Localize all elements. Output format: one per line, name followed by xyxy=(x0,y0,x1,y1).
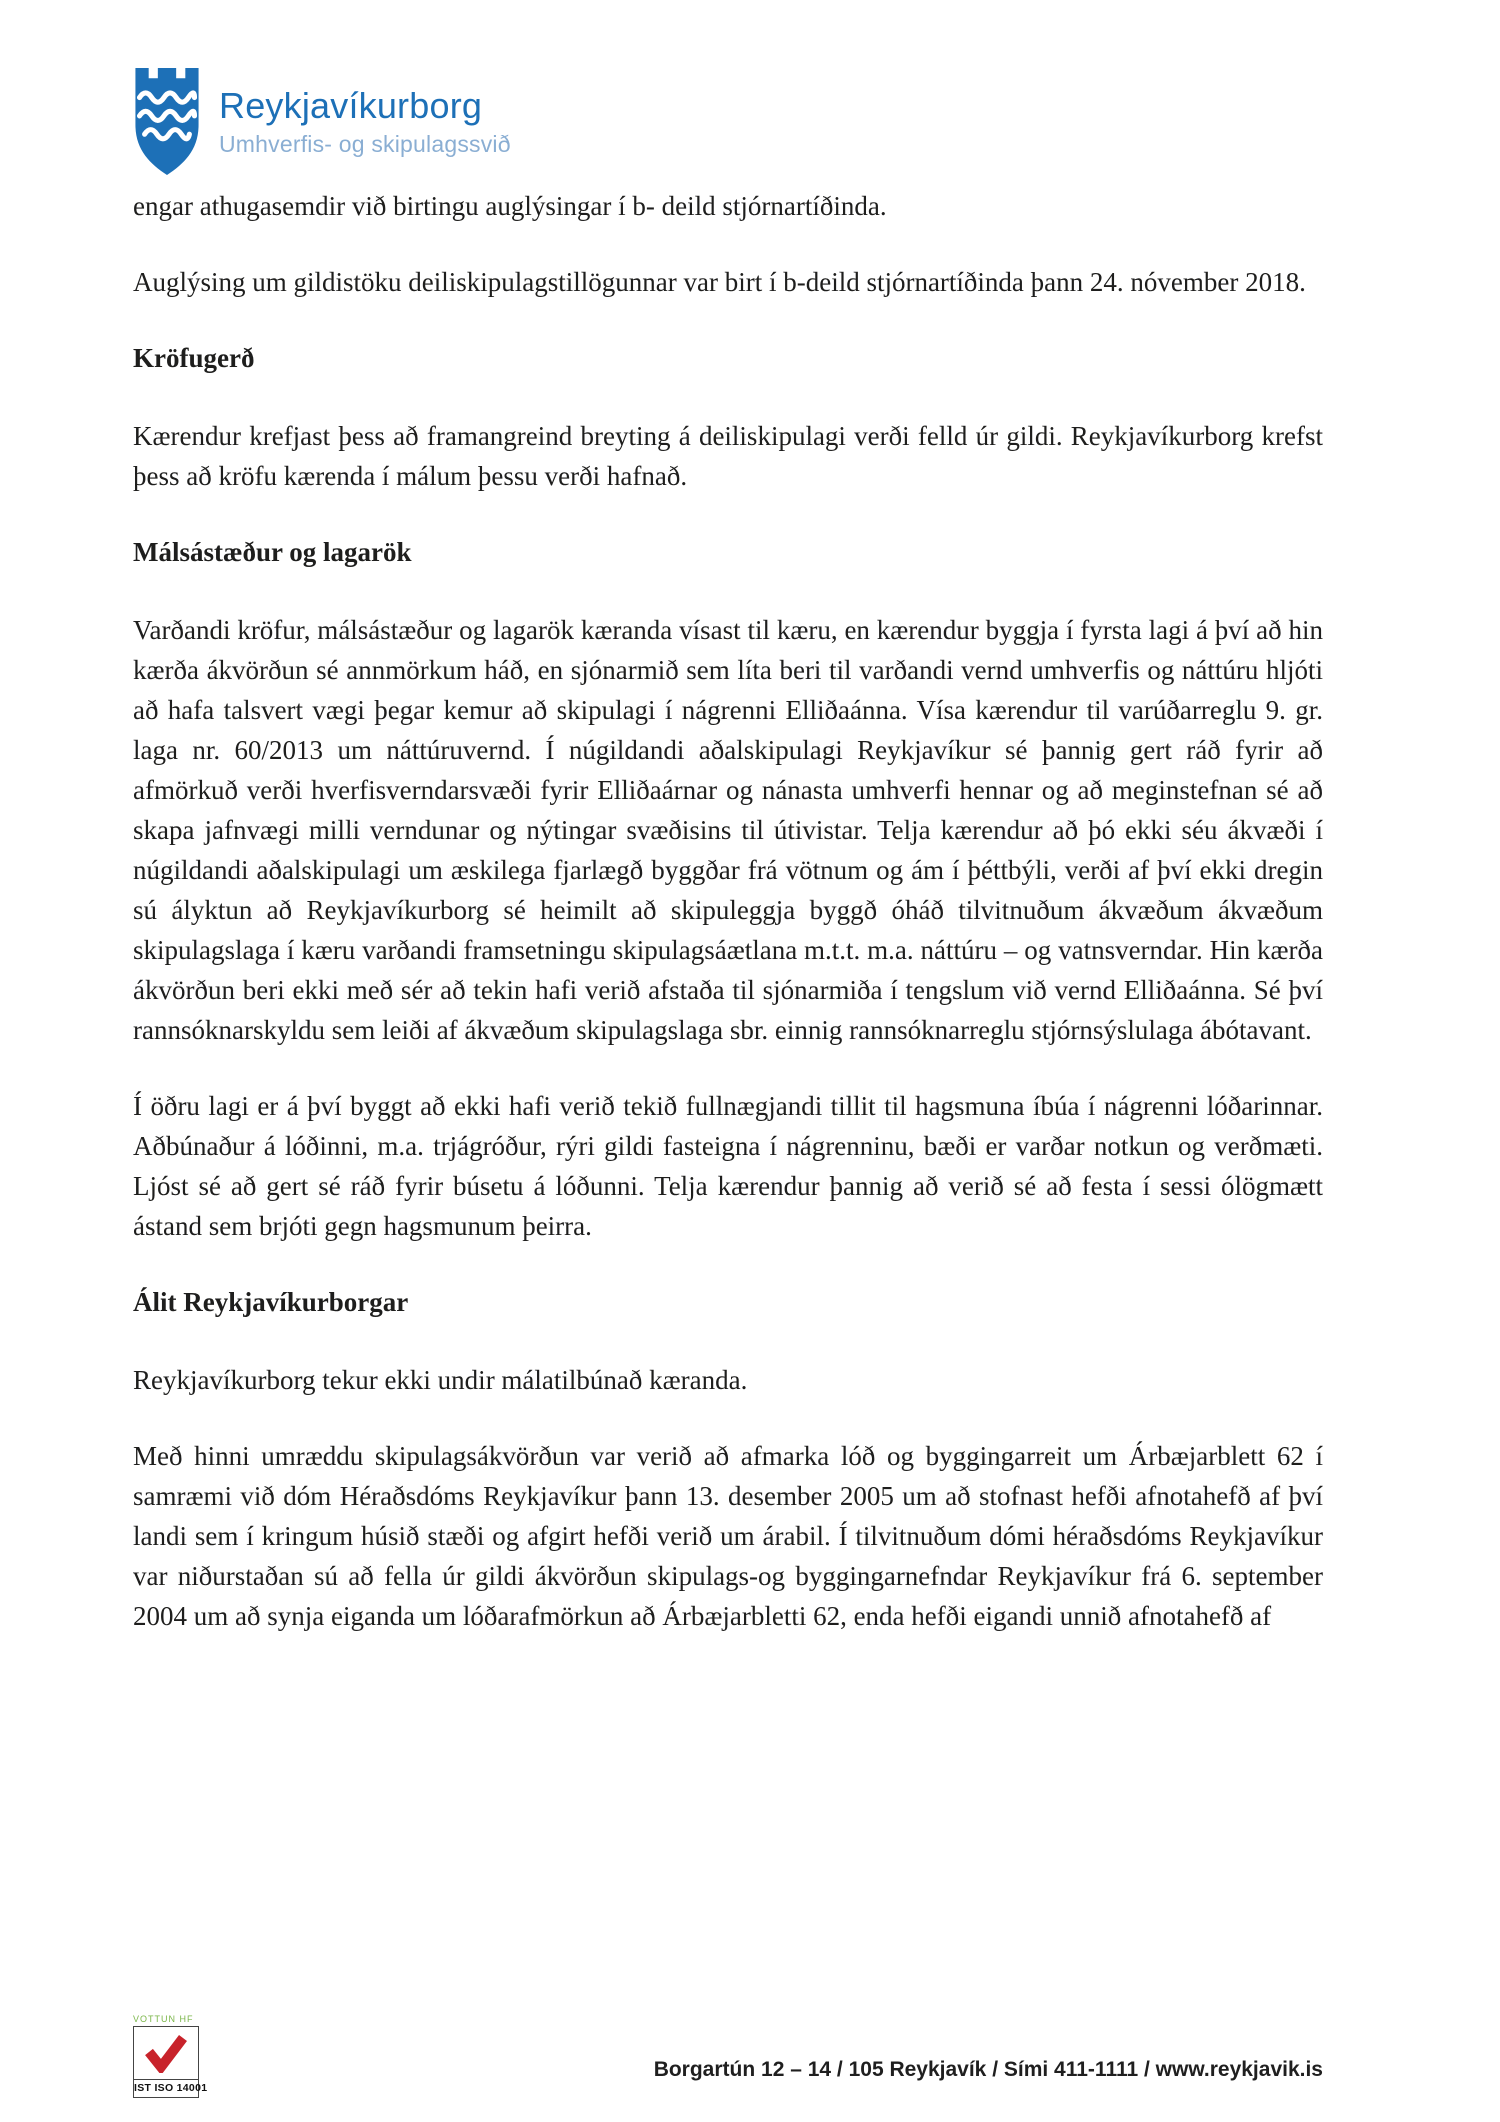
iso-14001-label: IST ISO 14001 xyxy=(134,2079,198,2097)
section-heading-krofugerd: Kröfugerð xyxy=(133,343,255,373)
reykjavik-coat-of-arms-icon xyxy=(133,66,201,178)
section-heading-alit: Álit Reykjavíkurborgar xyxy=(133,1287,409,1317)
publication-paragraph: Auglýsing um gildistöku deiliskipulagstillögunnar var birt í b-deild stjórnartíðinda þann 24. nóvember 2018. xyxy=(133,267,1306,297)
section-heading-malsastaedur: Málsástæður og lagarök xyxy=(133,537,412,567)
letterhead xyxy=(133,66,511,178)
alit-paragraph-2: Með hinni umræddu skipulagsákvörðun var verið að afmarka lóð og byggingarreit um Árbæjarblett 62 í samræmi við dóm Héraðsdóms Reykjavíkur þann 13. desember 2005 um að stofnast hefði afnotahefð af því landi sem í kringum húsið stæði og afgirt hefði verið um árabil. Í tilvitnuðum dómi héraðsdóms Reykjavíkur var niðurstaðan sú að fella úr gildi ákvörðun skipulags-og byggingarnefndar Reykjavíkur frá 6. september 2004 um að synja eiganda um lóðarafmörkun að Árbæjarbletti 62, enda hefði eigandi unnið afnotahefð af xyxy=(133,1441,1323,1631)
iso-certification-mark xyxy=(133,2014,208,2098)
malsastaedur-paragraph-2: Í öðru lagi er á því byggt að ekki hafi verið tekið fullnægjandi tillit til hagsmuna íbúa í nágrenni lóðarinnar. Aðbúnaður á lóðinni, m.a. trjágróður, rýri gildi fasteigna í nágrenninu, bæði er varðar notkun og verðmæti. Ljóst sé að gert sé ráð fyrir búsetu á lóðunni. Telja kærendur þannig að verið sé að festa í sessi ólögmætt ástand sem brjóti gegn hagsmunum þeirra. xyxy=(133,1091,1323,1241)
footer-contact-line: Borgartún 12 – 14 / 105 Reykjavík / Sími 411-1111 / www.reykjavik.is xyxy=(653,2058,1323,2081)
alit-paragraph-1: Reykjavíkurborg tekur ekki undir málatilbúnað kæranda. xyxy=(133,1365,748,1395)
letter-footer xyxy=(133,2014,1323,2098)
org-name: Reykjavíkurborg xyxy=(219,85,483,126)
org-department: Umhverfis- og skipulagssvið xyxy=(219,130,511,157)
logo-text-block xyxy=(219,66,511,158)
vottun-hf-label: VOTTUN HF xyxy=(133,2014,194,2024)
vottun-checkmark-icon xyxy=(134,2027,198,2079)
letter-body xyxy=(133,186,1323,1672)
certification-frame xyxy=(133,2026,208,2098)
continued-paragraph-fragment: engar athugasemdir við birtingu auglýsingar í b- deild stjórnartíðinda. xyxy=(133,191,887,221)
krofugerd-paragraph: Kærendur krefjast þess að framangreind breyting á deiliskipulagi verði felld úr gildi. Reykjavíkurborg krefst þess að kröfu kærenda í málum þessu verði hafnað. xyxy=(133,421,1323,491)
malsastaedur-paragraph-1: Varðandi kröfur, málsástæður og lagarök kæranda vísast til kæru, en kærendur byggja í fyrsta lagi á því að hin kærða ákvörðun sé annmörkum háð, en sjónarmið sem líta beri til varðandi vernd umhverfis og náttúru hljóti að hafa talsvert vægi þegar kemur að skipulagi í nágrenni Elliðaánna. Vísa kærendur til varúðarreglu 9. gr. laga nr. 60/2013 um náttúruvernd. Í núgildandi aðalskipulagi Reykjavíkur sé þannig gert ráð fyrir að afmörkuð verði hverfisverndarsvæði fyrir Elliðaárnar og nánasta umhverfi hennar og að meginstefnan sé að skapa jafnvægi milli verndunar og nýtingar svæðisins til útivistar. Telja kærendur að þó ekki séu ákvæði í núgildandi aðalskipulagi um æskilega fjarlægð byggðar frá vötnum og ám í þéttbýli, verði af því ekki dregin sú ályktun að Reykjavíkurborg sé heimilt að skipuleggja byggð óháð tilvitnuðum ákvæðum ákvæðum skipulagslaga í kæru varðandi framsetningu skipulagsáætlana m.t.t. m.a. náttúru – og vatnsverndar. Hin kærða ákvörðun beri ekki með sér að tekin hafi verið afstaða til sjónarmiða í tengslum við vernd Elliðaánna. Sé því rannsóknarskyldu sem leiði af ákvæðum skipulagslaga sbr. einnig rannsóknarreglu stjórnsýslulaga ábótavant. xyxy=(133,615,1323,1045)
